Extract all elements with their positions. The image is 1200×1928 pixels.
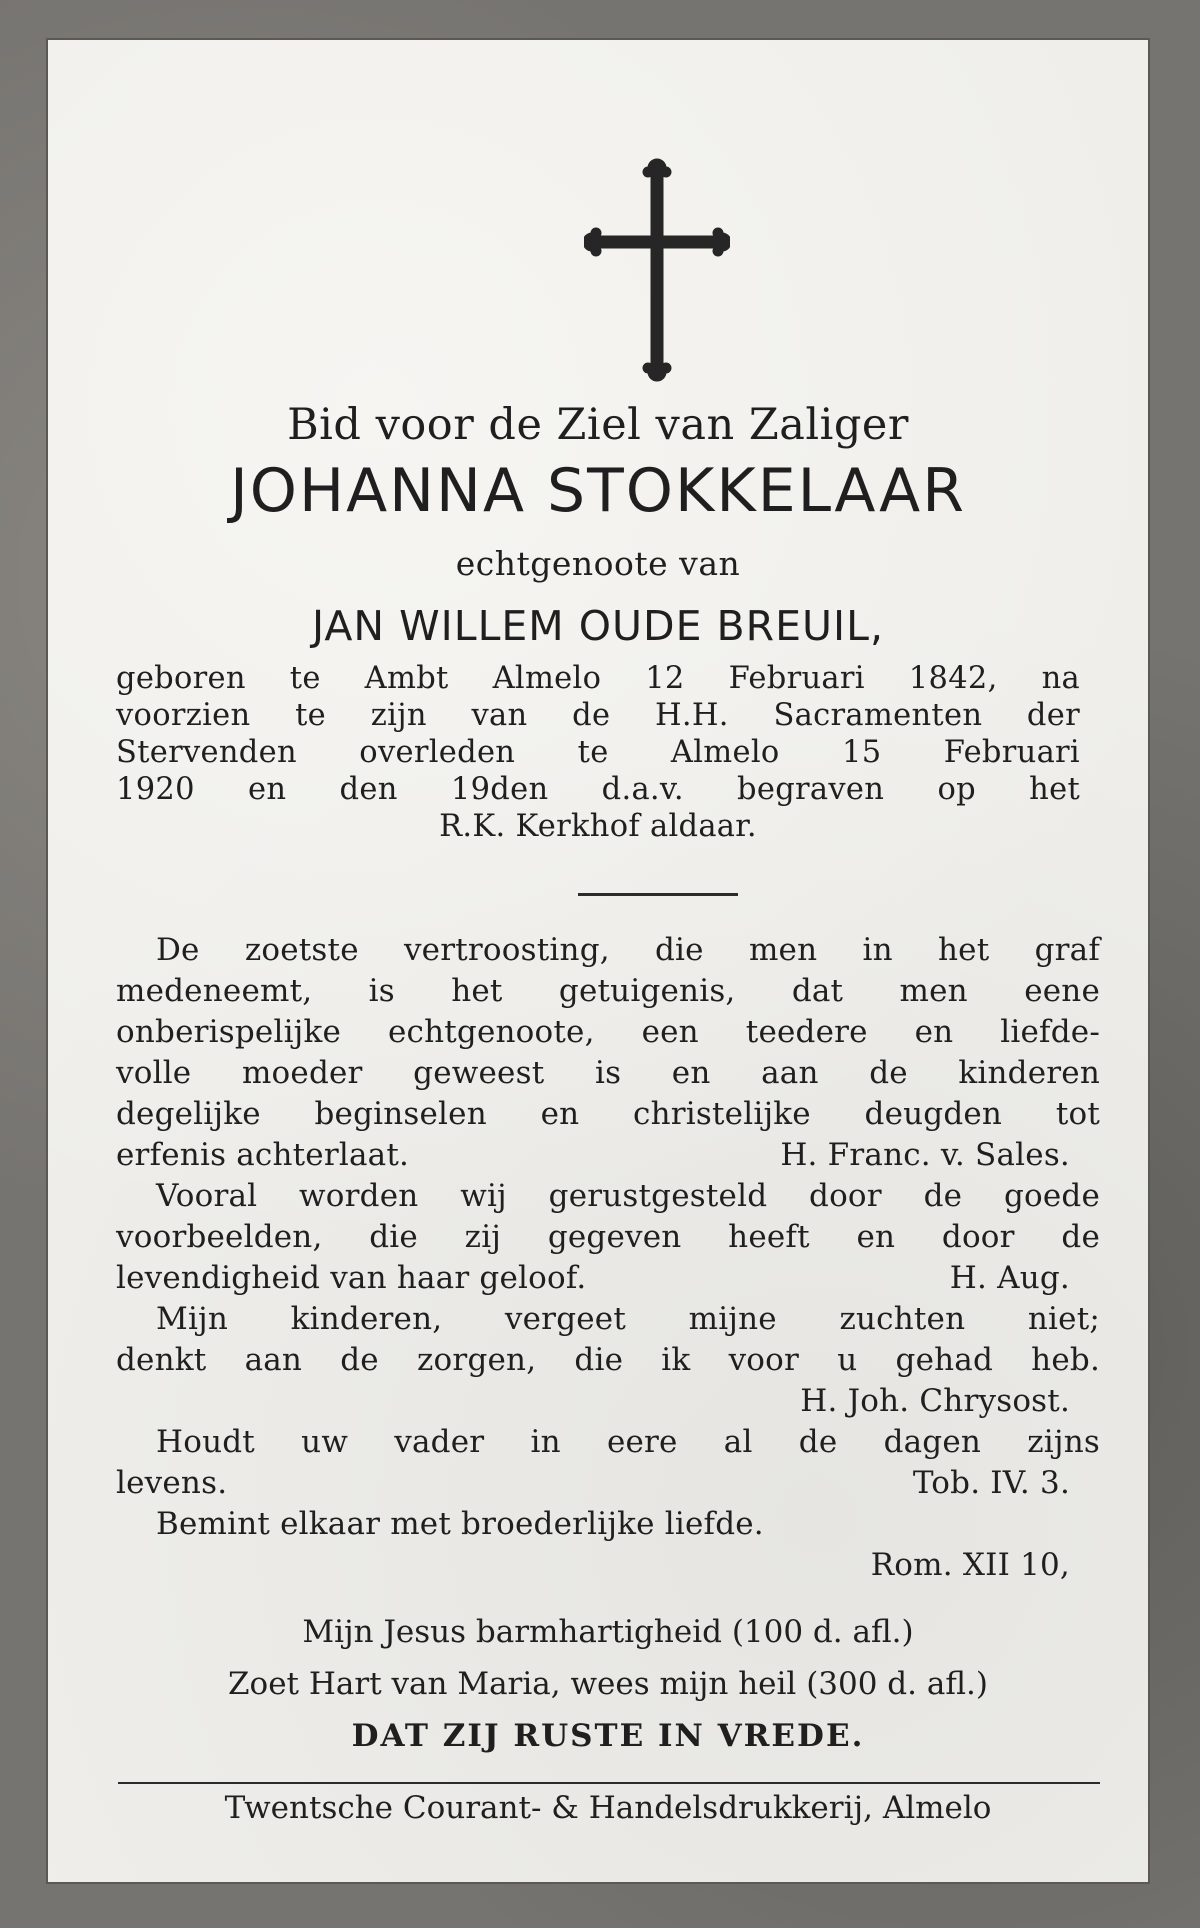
text-line-content: medeneemt, is het getuigenis, dat men eene xyxy=(116,973,1100,1009)
text-line-content: degelijke beginselen en christelijke deugden tot xyxy=(116,1096,1100,1132)
cross-icon xyxy=(584,158,730,384)
text-line xyxy=(116,1545,1100,1586)
text-line xyxy=(116,1258,1100,1299)
divider xyxy=(578,893,738,896)
text-line xyxy=(116,1012,1100,1053)
text-line-content: onberispelijke echtgenoote, een teedere en liefde- xyxy=(116,1014,1100,1050)
prayer-line: Zoet Hart van Maria, wees mijn heil (300 d. afl.) xyxy=(228,1666,988,1702)
bio-line: geboren te Ambt Almelo 12 Februari 1842, na xyxy=(116,661,1080,696)
text-line-source: Tob. IV. 3. xyxy=(912,1465,1070,1501)
text-line-content: erfenis achterlaat. xyxy=(116,1137,410,1173)
text-line xyxy=(116,1135,1100,1176)
prayers xyxy=(116,1606,1100,1762)
text-line-content: levendigheid van haar geloof. xyxy=(116,1260,587,1296)
deceased-name: JOHANNA STOKKELAAR xyxy=(230,456,966,526)
relation-label: echtgenoote van xyxy=(455,544,741,583)
text-line xyxy=(116,1053,1100,1094)
text-line-content: levens. xyxy=(116,1465,228,1501)
text-line-content: Vooral worden wij gerustgesteld door de goede xyxy=(156,1178,1100,1214)
bio-line: voorzien te zijn van de H.H. Sacramenten der xyxy=(116,698,1080,733)
spouse-name: JAN WILLEM OUDE BREUIL, xyxy=(311,602,885,650)
text-line xyxy=(116,1504,1100,1545)
text-line xyxy=(116,1422,1100,1463)
text-line xyxy=(116,1217,1100,1258)
bio-line: 1920 en den 19den d.a.v. begraven op het xyxy=(116,772,1080,807)
text-line xyxy=(116,1176,1100,1217)
consolation-text xyxy=(116,930,1100,1586)
text-line-content: volle moeder geweest is en aan de kinderen xyxy=(116,1055,1100,1091)
text-line-content: denkt aan de zorgen, die ik voor u gehad heb. xyxy=(116,1342,1100,1378)
text-line-content: De zoetste vertroosting, die men in het graf xyxy=(156,932,1100,968)
bio-line: R.K. Kerkhof aldaar. xyxy=(439,809,757,844)
text-line-content: Houdt uw vader in eere al de dagen zijns xyxy=(156,1424,1100,1460)
text-line-source: H. Aug. xyxy=(949,1260,1070,1296)
text-line xyxy=(116,1463,1100,1504)
bio-line: Stervenden overleden te Almelo 15 Februari xyxy=(116,735,1080,770)
heading: Bid voor de Ziel van Zaliger xyxy=(287,400,909,450)
text-line xyxy=(116,1094,1100,1135)
memorial-card xyxy=(46,38,1150,1884)
text-line-source: H. Franc. v. Sales. xyxy=(780,1137,1070,1173)
biography xyxy=(116,660,1080,845)
text-line xyxy=(116,930,1100,971)
text-line xyxy=(116,971,1100,1012)
prayer-line: Mijn Jesus barmhartigheid (100 d. afl.) xyxy=(302,1614,914,1650)
text-line-content: Mijn kinderen, vergeet mijne zuchten niet; xyxy=(156,1301,1100,1337)
text-line-content: Bemint elkaar met broederlijke liefde. xyxy=(156,1506,764,1542)
text-line-source: H. Joh. Chrysost. xyxy=(800,1383,1070,1419)
printer-credit: Twentsche Courant- & Handelsdrukkerij, Almelo xyxy=(224,1790,992,1826)
text-line xyxy=(116,1299,1100,1340)
closing-line: DAT ZIJ RUSTE IN VREDE. xyxy=(351,1718,865,1754)
text-line xyxy=(116,1381,1100,1422)
footer-rule xyxy=(118,1782,1100,1784)
text-line-content: voorbeelden, die zij gegeven heeft en door de xyxy=(116,1219,1100,1255)
text-line xyxy=(116,1340,1100,1381)
text-line-source: Rom. XII 10, xyxy=(870,1547,1070,1583)
